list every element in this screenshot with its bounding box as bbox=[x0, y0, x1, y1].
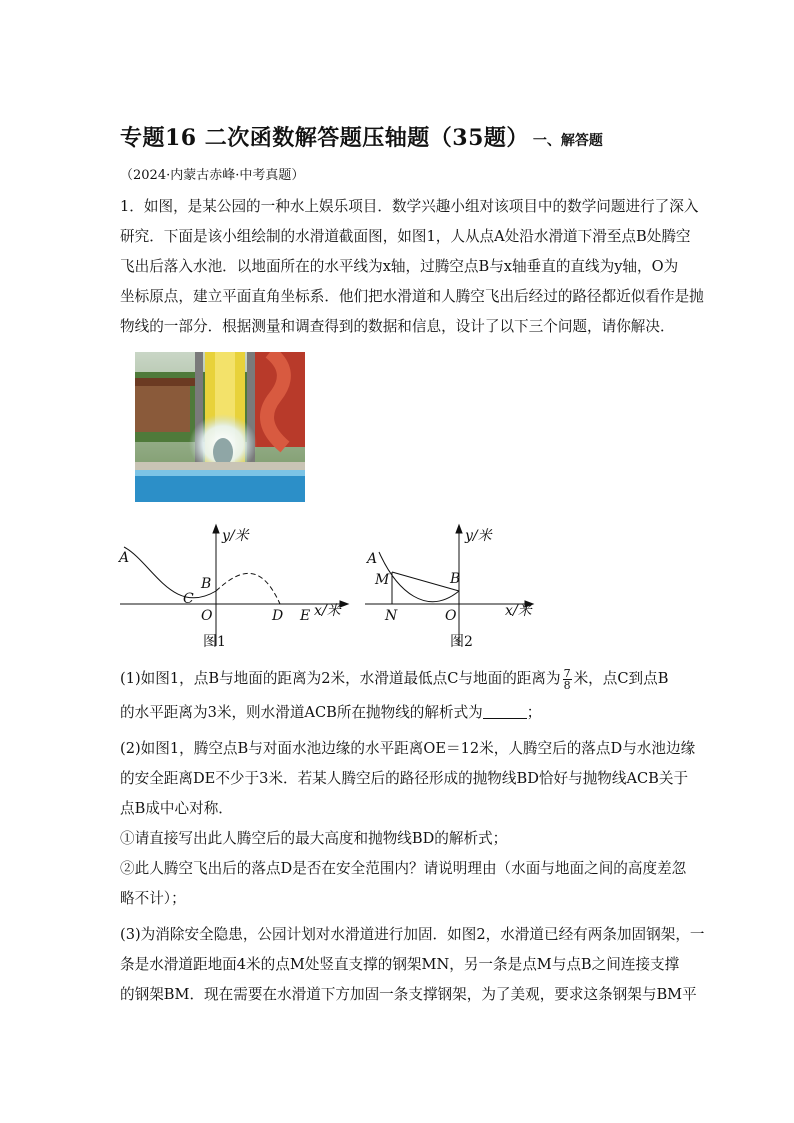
q2-line: 点B成中心对称． bbox=[120, 800, 233, 817]
fig1-y-label: y/米 bbox=[222, 528, 249, 544]
intro-line: 坐标原点，建立平面直角坐标系．他们把水滑道和人腾空飞出后经过的路径都近似看作是抛 bbox=[120, 288, 704, 305]
fig2-point-b: B bbox=[450, 571, 461, 587]
answer-blank[interactable] bbox=[483, 704, 527, 719]
fig2-point-n: N bbox=[385, 608, 398, 624]
q3-line: 条是水滑道距地面4米的点M处竖直支撑的钢架MN，另一条是点M与点B之间连接支撑 bbox=[120, 956, 680, 973]
fig1-x-label: x/米 bbox=[314, 603, 341, 619]
q1-line-1 bbox=[120, 664, 680, 694]
q3-line: 的钢架BM．现在需要在水滑道下方加固一条支撑钢架，为了美观，要求这条钢架与BM平 bbox=[120, 986, 697, 1003]
problem-source: （2024·内蒙古赤峰·中考真题） bbox=[120, 168, 305, 183]
q1-text-a: (1)如图1，点B与地面的距离为2米，水滑道最低点C与地面的距离为 bbox=[120, 670, 561, 687]
question-2 bbox=[120, 734, 696, 914]
fig1-point-e: E bbox=[300, 608, 311, 624]
figure-1 bbox=[112, 522, 357, 657]
intro-line: 1．如图，是某公园的一种水上娱乐项目．数学兴趣小组对该项目中的数学问题进行了深入 bbox=[120, 198, 699, 215]
section-heading: 一、解答题 bbox=[532, 133, 603, 149]
q1-text-end: ； bbox=[526, 704, 542, 721]
q2-sub-2-line: 略不计）； bbox=[120, 890, 186, 907]
fig2-x-label: x/米 bbox=[505, 603, 532, 619]
q2-sub-2-line: ②此人腾空飞出后的落点D是否在安全范围内？请说明理由（水面与地面之间的高度差忽 bbox=[120, 860, 687, 877]
q2-line: (2)如图1，腾空点B与对面水池边缘的水平距离OE＝12米，人腾空后的落点D与水池边缘 bbox=[120, 740, 696, 757]
q1-text-b: 米，点C到点B bbox=[573, 670, 669, 687]
q3-line: (3)为消除安全隐患，公园计划对水滑道进行加固．如图2，水滑道已经有两条加固钢架，一 bbox=[120, 926, 705, 943]
title-main: 专题16 二次函数解答题压轴题（35题） bbox=[120, 125, 529, 151]
fig2-y-label: y/米 bbox=[465, 528, 492, 544]
q1-fraction bbox=[563, 668, 572, 691]
fig1-point-b: B bbox=[201, 576, 212, 592]
intro-line: 研究．下面是该小组绘制的水滑道截面图，如图1，人从点A处沿水滑道下滑至点B处腾空 bbox=[120, 228, 691, 245]
question-3 bbox=[120, 920, 705, 1010]
fraction-numerator: 7 bbox=[563, 666, 571, 680]
fig1-point-o: O bbox=[201, 608, 213, 624]
fraction-denominator: 8 bbox=[563, 678, 571, 692]
intro-line: 物线的一部分．根据测量和调查得到的数据和信息，设计了以下三个问题，请你解决． bbox=[120, 318, 675, 335]
figure-2-caption: 图2 bbox=[450, 634, 473, 650]
fig2-point-o: O bbox=[445, 608, 457, 624]
q2-sub-1: ①请直接写出此人腾空后的最大高度和抛物线BD的解析式； bbox=[120, 830, 508, 847]
q1-line-2 bbox=[120, 698, 680, 728]
problem-intro bbox=[120, 192, 704, 342]
figure-1-caption: 图1 bbox=[203, 634, 226, 650]
water-slide-photo bbox=[135, 352, 305, 502]
question-1 bbox=[120, 664, 680, 728]
fig2-point-m: M bbox=[375, 572, 390, 588]
fig2-point-a: A bbox=[367, 551, 378, 567]
q1-text-c: 的水平距离为3米，则水滑道ACB所在抛物线的解析式为 bbox=[120, 704, 483, 721]
intro-line: 飞出后落入水池．以地面所在的水平线为x轴，过腾空点B与x轴垂直的直线为y轴，O为 bbox=[120, 258, 679, 275]
q2-line: 的安全距离DE不少于3米．若某人腾空后的路径形成的抛物线BD恰好与抛物线ACB关于 bbox=[120, 770, 689, 787]
fig1-point-c: C bbox=[183, 591, 194, 607]
document-title bbox=[120, 121, 603, 152]
fig1-point-a: A bbox=[119, 550, 130, 566]
fig1-point-d: D bbox=[272, 608, 284, 624]
